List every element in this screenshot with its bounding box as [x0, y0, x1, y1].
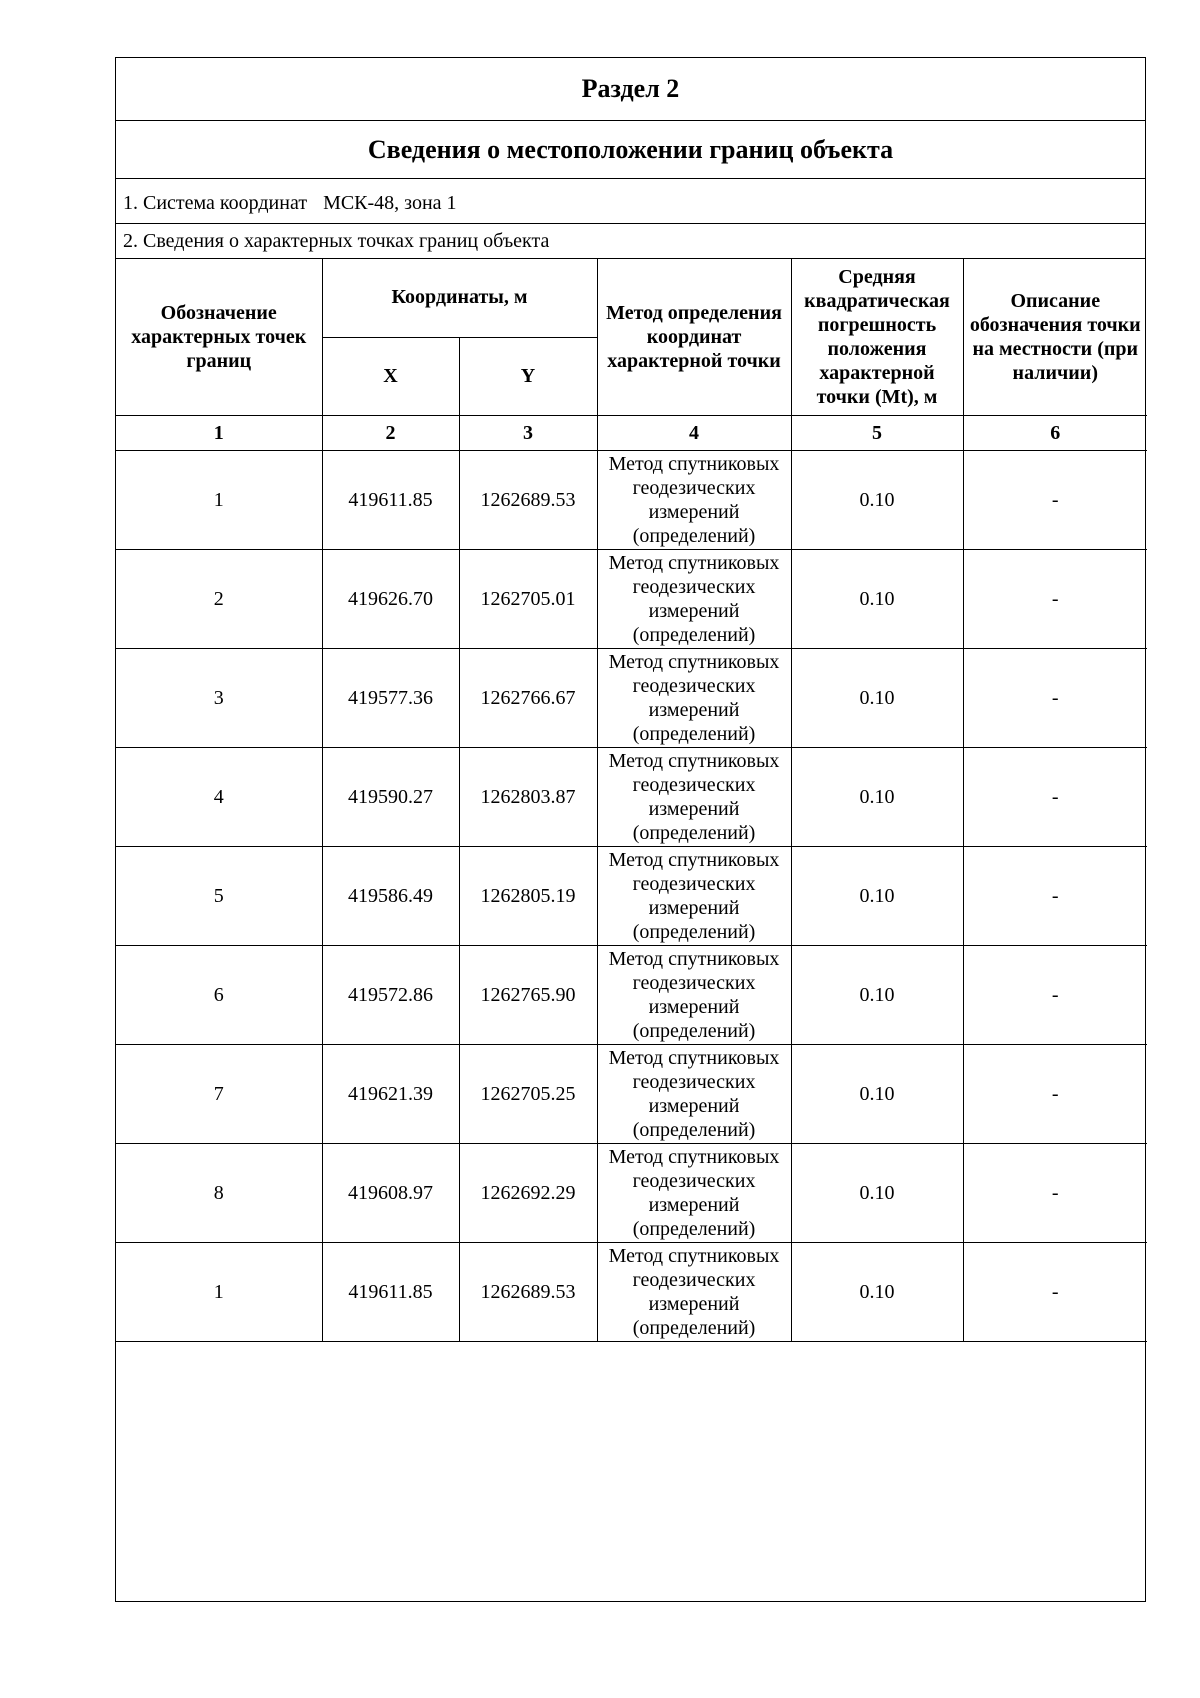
y-cell: 1262803.87 [459, 747, 597, 846]
point-cell: 4 [116, 747, 322, 846]
header-x: X [322, 337, 459, 415]
header-coords: Координаты, м [322, 259, 597, 337]
error-cell: 0.10 [791, 450, 963, 549]
y-cell: 1262692.29 [459, 1143, 597, 1242]
x-cell: 419611.85 [322, 450, 459, 549]
point-cell: 2 [116, 549, 322, 648]
method-cell: Метод спутниковых геодезических измерений (определений) [597, 1143, 791, 1242]
description-cell: - [963, 747, 1147, 846]
y-cell: 1262705.01 [459, 549, 597, 648]
method-cell: Метод спутниковых геодезических измерений (определений) [597, 648, 791, 747]
error-cell: 0.10 [791, 549, 963, 648]
error-cell: 0.10 [791, 1143, 963, 1242]
column-number: 2 [322, 415, 459, 450]
description-cell: - [963, 648, 1147, 747]
x-cell: 419572.86 [322, 945, 459, 1044]
point-cell: 5 [116, 846, 322, 945]
description-cell: - [963, 945, 1147, 1044]
description-cell: - [963, 1143, 1147, 1242]
coord-system-value: МСК-48, зона 1 [323, 191, 457, 214]
description-cell: - [963, 1044, 1147, 1143]
points-table [116, 259, 1147, 1342]
x-cell: 419608.97 [322, 1143, 459, 1242]
column-number-row [116, 415, 1147, 450]
header-description: Описание обозначения точки на местности (при наличии) [963, 259, 1147, 415]
header-method: Метод определения координат характерной точки [597, 259, 791, 415]
x-cell: 419621.39 [322, 1044, 459, 1143]
header-error: Средняя квадратическая погрешность положения характерной точки (Mt), м [791, 259, 963, 415]
table-row [116, 648, 1147, 747]
point-cell: 3 [116, 648, 322, 747]
method-cell: Метод спутниковых геодезических измерений (определений) [597, 846, 791, 945]
points-table-body [116, 450, 1147, 1341]
method-cell: Метод спутниковых геодезических измерений (определений) [597, 1044, 791, 1143]
x-cell: 419590.27 [322, 747, 459, 846]
table-row [116, 1143, 1147, 1242]
point-cell: 8 [116, 1143, 322, 1242]
y-cell: 1262705.25 [459, 1044, 597, 1143]
y-cell: 1262689.53 [459, 450, 597, 549]
column-number: 1 [116, 415, 322, 450]
table-row [116, 1044, 1147, 1143]
header-point: Обозначение характерных точек границ [116, 259, 322, 415]
y-cell: 1262805.19 [459, 846, 597, 945]
table-row [116, 945, 1147, 1044]
method-cell: Метод спутниковых геодезических измерений (определений) [597, 1242, 791, 1341]
error-cell: 0.10 [791, 648, 963, 747]
description-cell: - [963, 549, 1147, 648]
table-row [116, 747, 1147, 846]
header-y: Y [459, 337, 597, 415]
method-cell: Метод спутниковых геодезических измерений (определений) [597, 945, 791, 1044]
table-row [116, 846, 1147, 945]
point-cell: 1 [116, 450, 322, 549]
coord-system-label: 1. Система координат [123, 191, 308, 214]
column-number: 4 [597, 415, 791, 450]
error-cell: 0.10 [791, 1044, 963, 1143]
y-cell: 1262765.90 [459, 945, 597, 1044]
x-cell: 419611.85 [322, 1242, 459, 1341]
x-cell: 419626.70 [322, 549, 459, 648]
y-cell: 1262766.67 [459, 648, 597, 747]
error-cell: 0.10 [791, 1242, 963, 1341]
coord-system-line [116, 179, 1145, 224]
description-cell: - [963, 450, 1147, 549]
point-cell: 1 [116, 1242, 322, 1341]
table-row [116, 1242, 1147, 1341]
column-number: 5 [791, 415, 963, 450]
section-subtitle: Сведения о местоположении границ объекта [116, 121, 1145, 179]
method-cell: Метод спутниковых геодезических измерений (определений) [597, 549, 791, 648]
point-cell: 7 [116, 1044, 322, 1143]
section-title: Раздел 2 [116, 58, 1145, 121]
error-cell: 0.10 [791, 945, 963, 1044]
column-number: 6 [963, 415, 1147, 450]
table-row [116, 549, 1147, 648]
point-cell: 6 [116, 945, 322, 1044]
blank-area [116, 1342, 1145, 1589]
table-row [116, 450, 1147, 549]
error-cell: 0.10 [791, 846, 963, 945]
column-number: 3 [459, 415, 597, 450]
x-cell: 419586.49 [322, 846, 459, 945]
description-cell: - [963, 1242, 1147, 1341]
x-cell: 419577.36 [322, 648, 459, 747]
error-cell: 0.10 [791, 747, 963, 846]
method-cell: Метод спутниковых геодезических измерений (определений) [597, 450, 791, 549]
description-cell: - [963, 846, 1147, 945]
method-cell: Метод спутниковых геодезических измерений (определений) [597, 747, 791, 846]
y-cell: 1262689.53 [459, 1242, 597, 1341]
points-heading: 2. Сведения о характерных точках границ объекта [116, 224, 1145, 259]
document-frame [115, 57, 1146, 1602]
